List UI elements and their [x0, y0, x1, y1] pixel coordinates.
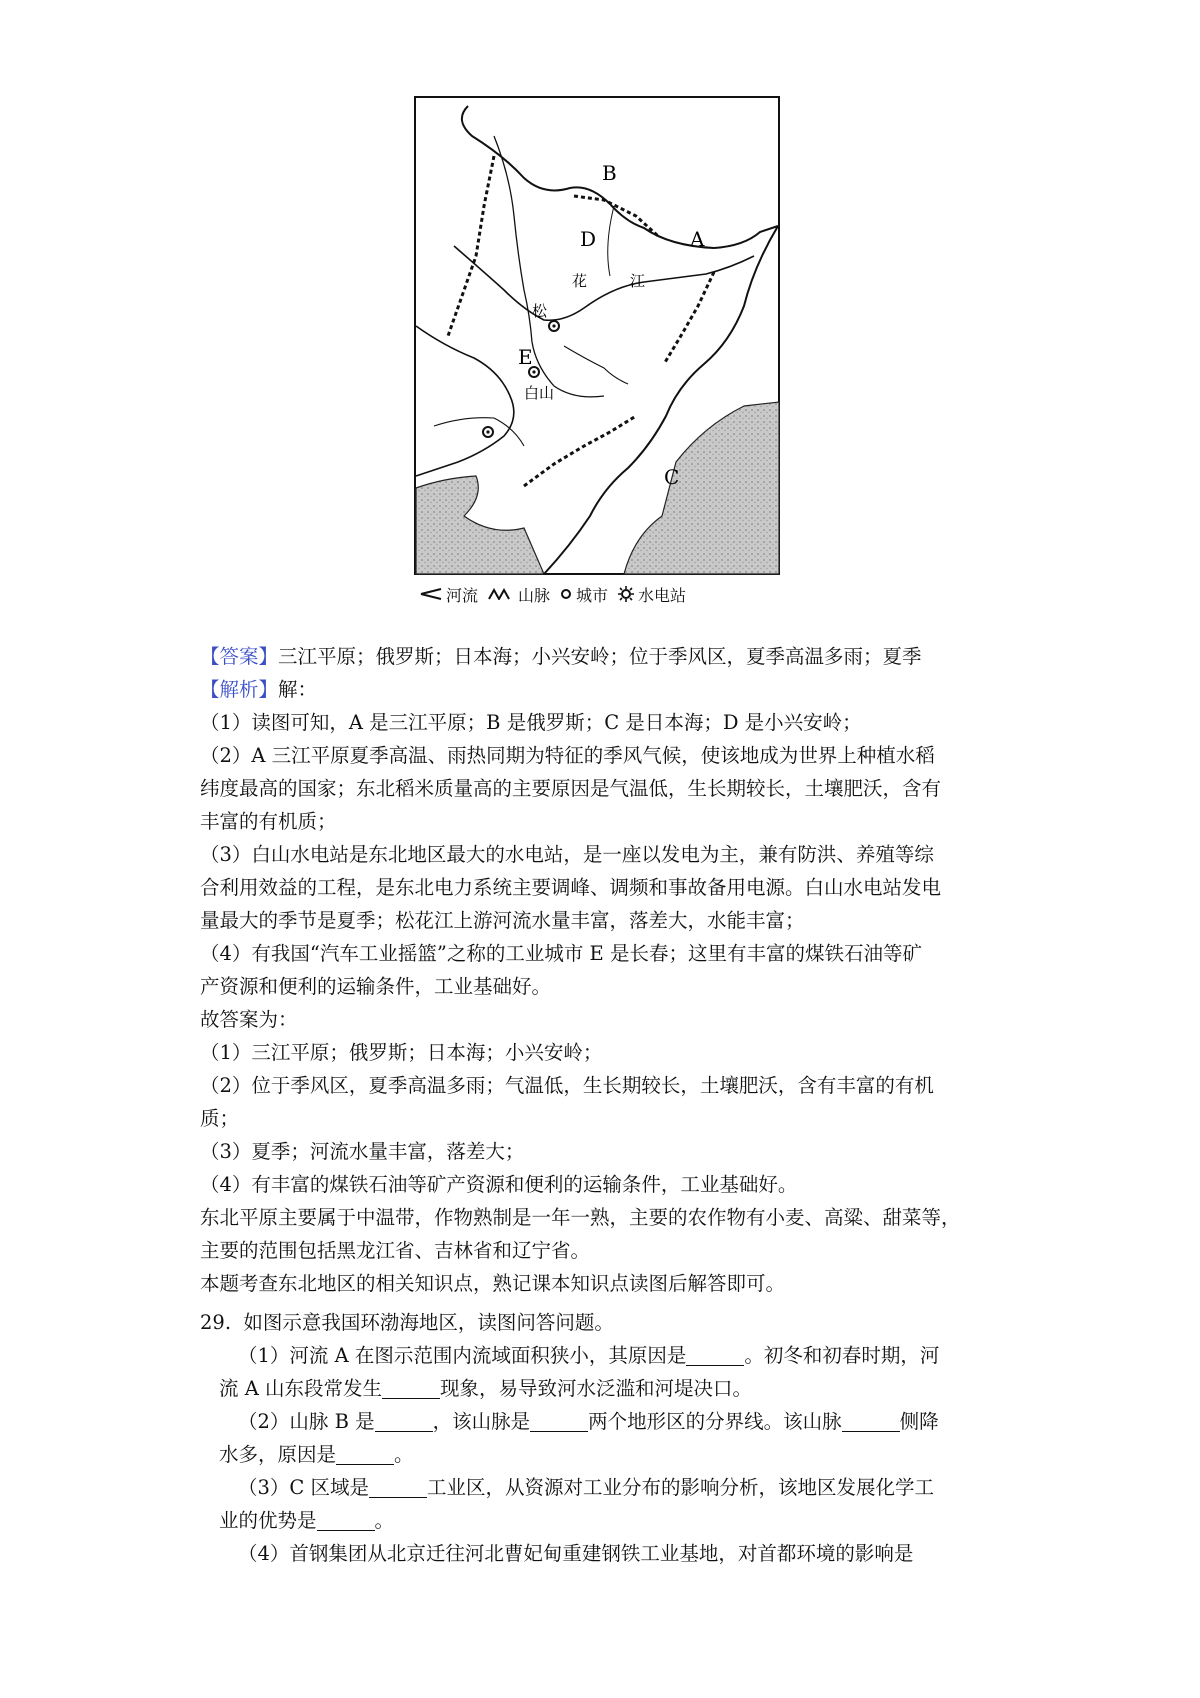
- analysis-tag: 【解析】: [200, 678, 279, 701]
- map-legend: [420, 579, 780, 609]
- label-c: C: [664, 465, 680, 489]
- answer-blank[interactable]: [382, 1376, 440, 1399]
- analysis-text: 质；: [200, 1107, 240, 1130]
- answer-blank[interactable]: [317, 1508, 375, 1531]
- answer-blank[interactable]: [686, 1343, 744, 1366]
- answer-text: 三江平原；俄罗斯；日本海；小兴安岭；位于季风区，夏季高温多雨；夏季: [278, 645, 922, 668]
- label-hua: 花: [572, 272, 588, 290]
- analysis-text: （2）位于季风区，夏季高温多雨；气温低，生长期较长，土壤肥沃，含有丰富的有机: [200, 1074, 934, 1097]
- label-song: 松: [532, 302, 548, 320]
- question-number: 29.: [200, 1311, 232, 1334]
- analysis-line: [200, 673, 1020, 706]
- analysis-text: 故答案为：: [200, 1008, 298, 1031]
- legend-river: 河流: [420, 583, 478, 606]
- answer-tag: 【答案】: [200, 645, 279, 668]
- sub-question-2: （2）山脉 B 是 ，该山脉是 两个地形区的分界线。该山脉 侧降: [238, 1410, 939, 1433]
- analysis-text: （1）读图可知，A 是三江平原；B 是俄罗斯；C 是日本海；D 是小兴安岭；: [200, 711, 862, 734]
- answer-blank[interactable]: [530, 1409, 588, 1432]
- analysis-text: （2）A 三江平原夏季高温、雨热同期为特征的季风气候，使该地成为世界上种植水稻: [200, 744, 935, 767]
- answer-blank[interactable]: [375, 1409, 433, 1432]
- sub-question-2-cont: 水多，原因是 。: [219, 1443, 414, 1466]
- label-e: E: [518, 345, 533, 369]
- sub-question-3: （3）C 区域是 工业区，从资源对工业分布的影响分析，该地区发展化学工: [238, 1476, 935, 1499]
- sub-question-1: （1）河流 A 在图示范围内流域面积狭小，其原因是 。初冬和初春时期，河: [238, 1344, 940, 1367]
- label-baishan: 白山: [524, 384, 555, 402]
- label-b: B: [602, 161, 617, 185]
- label-jiang: 江: [630, 272, 646, 290]
- analysis-text: 丰富的有机质；: [200, 810, 337, 833]
- analysis-text: 东北平原主要属于中温带，作物熟制是一年一熟，主要的农作物有小麦、高粱、甜菜等，: [200, 1206, 961, 1229]
- question-stem-line: [200, 1306, 1020, 1339]
- analysis-text: （3）白山水电站是东北地区最大的水电站，是一座以发电为主，兼有防洪、养殖等综: [200, 843, 934, 866]
- analysis-text: （1）三江平原；俄罗斯；日本海；小兴安岭；: [200, 1041, 603, 1064]
- analysis-text: 产资源和便利的运输条件，工业基础好。: [200, 975, 552, 998]
- northeast-china-map: [414, 96, 782, 612]
- analysis-text: （3）夏季；河流水量丰富，落差大；: [200, 1140, 525, 1163]
- question-stem: 如图示意我国环渤海地区，读图问答问题。: [243, 1311, 614, 1334]
- answer-blank[interactable]: [842, 1409, 900, 1432]
- answer-blank[interactable]: [369, 1475, 427, 1498]
- legend-hydro: 水电站: [618, 583, 686, 606]
- sub-question-4: （4）首钢集团从北京迁往河北曹妃甸重建钢铁工业基地，对首都环境的影响是: [238, 1542, 914, 1565]
- analysis-text: 合利用效益的工程，是东北电力系统主要调峰、调频和事故备用电源。白山水电站发电: [200, 876, 942, 899]
- label-a: A: [690, 227, 705, 251]
- sub-question-1-cont: 流 A 山东段常发生 现象，易导致河水泛滥和河堤决口。: [219, 1377, 752, 1400]
- analysis-text: 主要的范围包括黑龙江省、吉林省和辽宁省。: [200, 1239, 591, 1262]
- analysis-text: 量最大的季节是夏季；松花江上游河流水量丰富，落差大，水能丰富；: [200, 909, 805, 932]
- analysis-text: 纬度最高的国家；东北稻米质量高的主要原因是气温低，生长期较长，土壤肥沃，含有: [200, 777, 942, 800]
- question-29: [200, 1306, 1020, 1570]
- label-d: D: [580, 227, 597, 251]
- legend-city: 城市: [560, 583, 608, 606]
- legend-mountain: 山脉: [488, 583, 550, 606]
- analysis-text: （4）有我国“汽车工业摇篮”之称的工业城市 E 是长春；这里有丰富的煤铁石油等矿: [200, 942, 922, 965]
- answer-line: [200, 640, 1020, 673]
- answer-section: [200, 640, 1020, 1300]
- sub-question-3-cont: 业的优势是 。: [219, 1509, 395, 1532]
- analysis-intro: 解：: [278, 678, 318, 701]
- analysis-text: 本题考查东北地区的相关知识点，熟记课本知识点读图后解答即可。: [200, 1272, 786, 1295]
- answer-blank[interactable]: [336, 1442, 394, 1465]
- analysis-text: （4）有丰富的煤铁石油等矿产资源和便利的运输条件，工业基础好。: [200, 1173, 798, 1196]
